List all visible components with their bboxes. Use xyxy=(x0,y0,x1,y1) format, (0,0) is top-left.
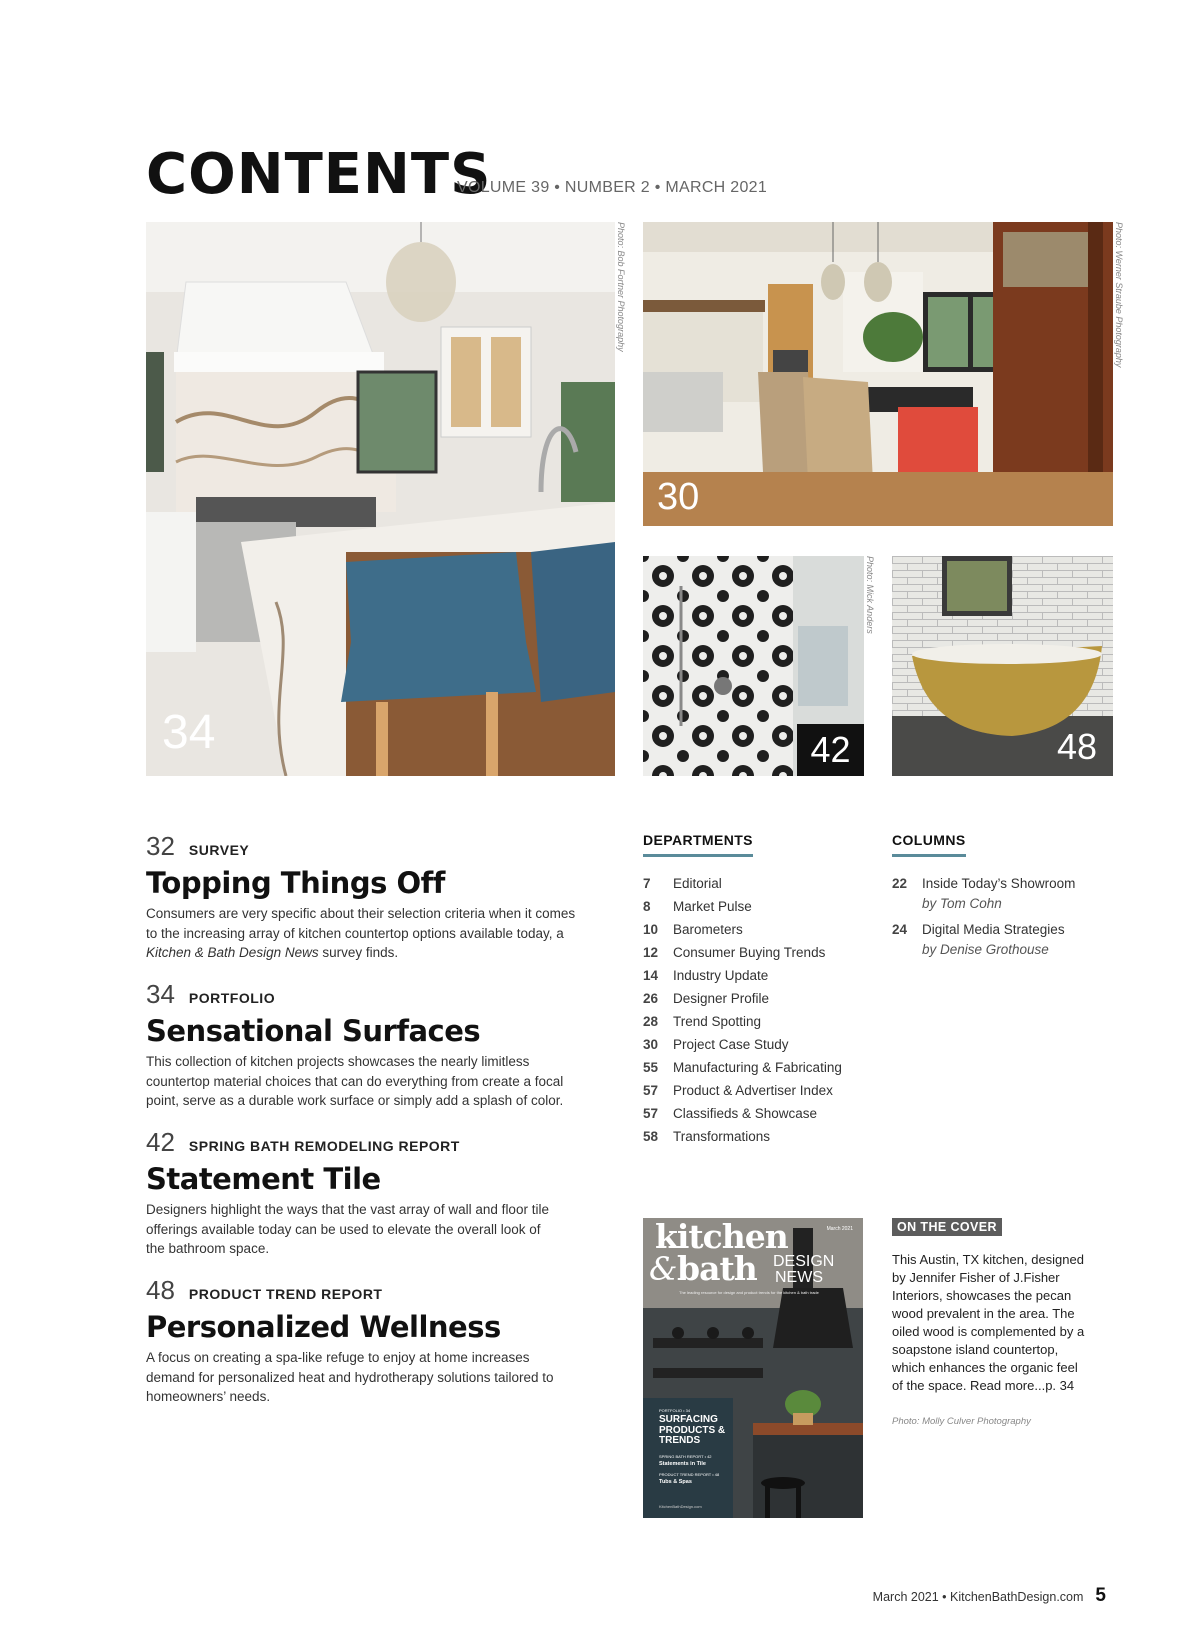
cover-date: March 2021 xyxy=(826,1226,853,1232)
photo-tile-shower[interactable] xyxy=(643,556,864,776)
footer-page-number: 5 xyxy=(1095,1585,1106,1606)
cover-trend-kicker: PRODUCT TREND REPORT • 48 xyxy=(659,1472,720,1477)
cover-masthead-news: NEWS xyxy=(775,1269,823,1286)
page-number-34: 34 xyxy=(162,706,216,759)
cover-url: KitchenBathDesign.com xyxy=(659,1504,702,1509)
on-the-cover-badge: ON THE COVER xyxy=(892,1218,1002,1236)
feature-bath-report[interactable] xyxy=(146,1127,586,1259)
department-item[interactable]: 28 Trend Spotting xyxy=(643,1014,762,1029)
department-item[interactable]: 55 Manufacturing & Fabricating xyxy=(643,1060,842,1075)
cover-masthead-bath: bath xyxy=(677,1249,757,1288)
department-item[interactable]: 30 Project Case Study xyxy=(643,1037,789,1052)
feature-page-number: 48 xyxy=(146,1275,175,1305)
feature-kicker: PRODUCT TREND REPORT xyxy=(188,1286,383,1302)
feature-title[interactable]: Topping Things Off xyxy=(146,866,445,900)
feature-title[interactable]: Sensational Surfaces xyxy=(146,1014,481,1048)
department-item[interactable]: 58 Transformations xyxy=(643,1129,771,1144)
page-footer xyxy=(873,1585,1106,1607)
feature-trend-report[interactable] xyxy=(146,1275,586,1407)
photo-red-island-kitchen[interactable] xyxy=(643,222,1113,526)
cover-sub1: Statements in Tile xyxy=(659,1461,706,1467)
department-item[interactable]: 57 Classifieds & Showcase xyxy=(643,1106,818,1121)
cover-portfolio-kicker: PORTFOLIO • 34 xyxy=(659,1408,691,1413)
department-item[interactable]: 12 Consumer Buying Trends xyxy=(643,945,826,960)
cover-sub2: Tubs & Spas xyxy=(659,1479,692,1485)
cover-masthead-design: DESIGN xyxy=(773,1253,835,1270)
column-item[interactable]: 24 Digital Media Strategies by Denise Grothouse xyxy=(892,922,1065,957)
page-number-30: 30 xyxy=(657,476,700,518)
departments-list xyxy=(643,872,842,1148)
feature-portfolio[interactable] xyxy=(146,979,586,1111)
cover-photo-credit: Photo: Molly Culver Photography xyxy=(892,1416,1031,1427)
feature-title[interactable]: Personalized Wellness xyxy=(146,1310,501,1344)
feature-page-number: 34 xyxy=(146,979,175,1009)
feature-kicker: SURVEY xyxy=(188,842,250,858)
cover-description: This Austin, TX kitchen, designed by Jennifer Fisher of J.Fisher Interiors, showcases the pecan wood prevalent in the area. The oiled wood is complemented by a soapstone island countertop, which enhances the organic feel of the space. Read more...p. 34 xyxy=(892,1252,1085,1393)
feature-description: This collection of kitchen projects showcases the nearly limitless countertop material choices that can do everything from create a focal point, serve as a durable work surface or simply add a splash of color. xyxy=(146,1054,564,1108)
page-title: CONTENTS xyxy=(146,142,492,207)
department-item[interactable]: 57 Product & Advertiser Index xyxy=(643,1083,833,1098)
department-item[interactable]: 8 Market Pulse xyxy=(643,899,752,914)
page-number-48: 48 xyxy=(1056,726,1097,767)
department-item[interactable]: 14 Industry Update xyxy=(643,968,769,983)
photo-credit-main: Photo: Bob Fortner Photography xyxy=(616,222,626,352)
photo-credit-tile: Photo: Mick Anders xyxy=(865,556,875,634)
kitchen-photo-image xyxy=(146,222,615,776)
photo-main-kitchen[interactable] xyxy=(146,222,615,776)
magazine-cover[interactable] xyxy=(643,1218,863,1518)
feature-kicker: SPRING BATH REMODELING REPORT xyxy=(188,1138,460,1154)
cover-masthead-kitchen: kitchen xyxy=(655,1218,788,1256)
department-item[interactable]: 26 Designer Profile xyxy=(643,991,770,1006)
cover-headline: SURFACING PRODUCTS & TRENDS xyxy=(659,1414,726,1446)
department-item[interactable]: 10 Barometers xyxy=(643,922,743,937)
columns-heading: COLUMNS xyxy=(892,832,966,857)
feature-survey[interactable] xyxy=(146,831,586,963)
footer-text: March 2021 • KitchenBathDesign.com xyxy=(872,1590,1084,1604)
feature-description: A focus on creating a spa-like refuge to enjoy at home increases demand for personalized heat and hydrotherapy solutions tailored to homeowners’ needs. xyxy=(146,1350,554,1404)
photo-credit-top-right: Photo: Werner Straube Photography xyxy=(1114,222,1124,368)
feature-page-number: 32 xyxy=(146,831,175,861)
cover-masthead-amp: & xyxy=(649,1250,678,1288)
feature-description: Consumers are very specific about their selection criteria when it comes to the increasing array of kitchen countertop options available today, a Kitchen & Bath Design News survey finds. xyxy=(146,906,576,960)
column-item[interactable]: 22 Inside Today’s Showroom by Tom Cohn xyxy=(892,876,1076,911)
departments-heading: DEPARTMENTS xyxy=(643,832,753,857)
issue-info: VOLUME 39 • NUMBER 2 • MARCH 2021 xyxy=(457,179,768,196)
cover-bath-kicker: SPRING BATH REPORT • 42 xyxy=(659,1454,712,1459)
page-number-42: 42 xyxy=(797,724,864,776)
feature-page-number: 42 xyxy=(146,1127,175,1157)
cover-tagline: The leading resource for design and product trends for the kitchen & bath trade xyxy=(679,1290,819,1295)
feature-description: Designers highlight the ways that the vast array of wall and floor tile offerings available today can be used to elevate the overall look of the bathroom space. xyxy=(146,1202,549,1256)
feature-title[interactable]: Statement Tile xyxy=(146,1162,381,1196)
red-kitchen-image xyxy=(643,222,1113,526)
columns-list xyxy=(892,874,1112,966)
department-item[interactable]: 7 Editorial xyxy=(643,876,722,891)
feature-kicker: PORTFOLIO xyxy=(188,990,276,1006)
photo-brass-tub[interactable] xyxy=(892,556,1113,776)
